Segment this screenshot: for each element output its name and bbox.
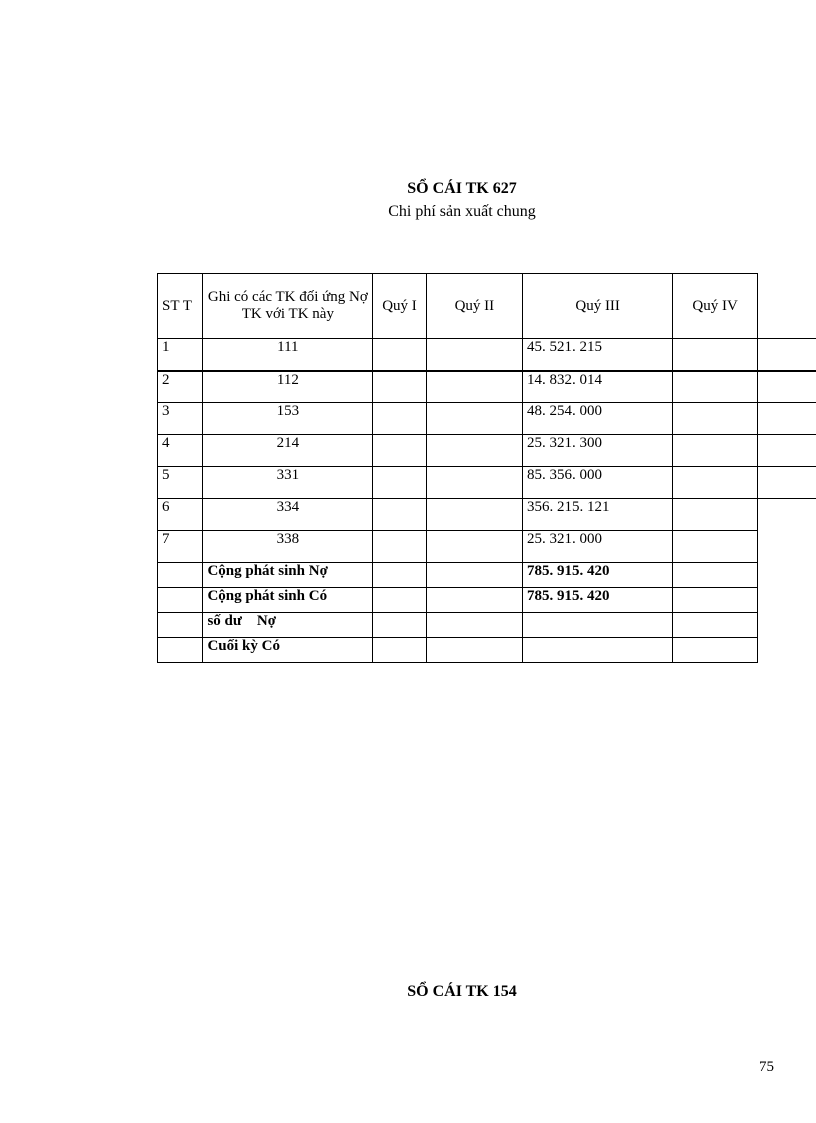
- summary-row: [158, 563, 816, 588]
- row-q4: [673, 435, 758, 467]
- summary-label: Cộng phát sinh Nợ: [203, 563, 373, 588]
- summary-q3: [523, 613, 673, 638]
- summary-stt: [158, 588, 203, 613]
- row-stt: 4: [158, 435, 203, 467]
- row-q1: [373, 371, 426, 403]
- ledger-title: SỔ CÁI TK 627: [407, 180, 517, 197]
- summary-q4: [673, 588, 758, 613]
- ledger-subtitle: Chi phí sản xuất chung: [388, 203, 536, 220]
- table-header-row: [158, 274, 816, 339]
- row-account: 112: [203, 371, 373, 403]
- row-extra: [757, 339, 816, 371]
- row-account: 334: [203, 499, 373, 531]
- row-q4: [673, 403, 758, 435]
- row-q3: 25. 321. 300: [523, 435, 673, 467]
- summary-q2: [426, 563, 522, 588]
- row-q4: [673, 467, 758, 499]
- row-q1: [373, 531, 426, 563]
- row-extra: [757, 531, 816, 563]
- ledger-2-title: SỔ CÁI TK 154: [407, 983, 517, 1000]
- row-q4: [673, 339, 758, 371]
- summary-extra: [757, 613, 816, 638]
- row-q3: 356. 215. 121: [523, 499, 673, 531]
- summary-q1: [373, 613, 426, 638]
- row-account: 153: [203, 403, 373, 435]
- summary-q1: [373, 588, 426, 613]
- summary-extra: [757, 588, 816, 613]
- row-account: 111: [203, 339, 373, 371]
- row-q3: 14. 832. 014: [523, 371, 673, 403]
- row-stt: 6: [158, 499, 203, 531]
- row-extra: [757, 435, 816, 467]
- header-q4: Quý IV: [673, 274, 758, 339]
- row-stt: 2: [158, 371, 203, 403]
- row-account: 331: [203, 467, 373, 499]
- summary-stt: [158, 563, 203, 588]
- row-q2: [426, 467, 522, 499]
- row-q4: [673, 531, 758, 563]
- row-q4: [673, 371, 758, 403]
- header-q2: Quý II: [426, 274, 522, 339]
- row-q2: [426, 371, 522, 403]
- summary-q2: [426, 613, 522, 638]
- summary-q4: [673, 563, 758, 588]
- row-q3: 48. 254. 000: [523, 403, 673, 435]
- row-q1: [373, 467, 426, 499]
- header-stt: ST T: [158, 274, 203, 339]
- summary-row: [158, 638, 816, 663]
- table-row: [158, 499, 816, 531]
- row-stt: 1: [158, 339, 203, 371]
- row-stt: 3: [158, 403, 203, 435]
- row-extra: [757, 467, 816, 499]
- table-row: [158, 403, 816, 435]
- header-account: Ghi có các TK đối ứng Nợ TK với TK này: [203, 274, 373, 339]
- header-q1: Quý I: [373, 274, 426, 339]
- row-q2: [426, 403, 522, 435]
- page-number: 75: [759, 1059, 774, 1075]
- row-extra: [757, 371, 816, 403]
- summary-label: số dư Nợ: [203, 613, 373, 638]
- row-q2: [426, 499, 522, 531]
- table-row: [158, 371, 816, 403]
- row-account: 338: [203, 531, 373, 563]
- summary-extra: [757, 638, 816, 663]
- table-spacer: [757, 274, 816, 339]
- summary-q2: [426, 588, 522, 613]
- table-row: [158, 531, 816, 563]
- header-q3: Quý III: [523, 274, 673, 339]
- summary-row: [158, 588, 816, 613]
- row-q3: 85. 356. 000: [523, 467, 673, 499]
- row-account: 214: [203, 435, 373, 467]
- summary-extra: [757, 563, 816, 588]
- row-q1: [373, 339, 426, 371]
- ledger-table: [157, 273, 816, 663]
- row-q1: [373, 435, 426, 467]
- table-row: [158, 339, 816, 371]
- row-q3: 25. 321. 000: [523, 531, 673, 563]
- summary-q4: [673, 638, 758, 663]
- summary-q3: 785. 915. 420: [523, 588, 673, 613]
- summary-q1: [373, 563, 426, 588]
- summary-q2: [426, 638, 522, 663]
- summary-label: Cuối kỳ Có: [203, 638, 373, 663]
- summary-q1: [373, 638, 426, 663]
- row-q2: [426, 531, 522, 563]
- table-row: [158, 467, 816, 499]
- row-q1: [373, 403, 426, 435]
- row-q2: [426, 435, 522, 467]
- row-q2: [426, 339, 522, 371]
- row-q3: 45. 521. 215: [523, 339, 673, 371]
- row-stt: 5: [158, 467, 203, 499]
- summary-q4: [673, 613, 758, 638]
- summary-q3: 785. 915. 420: [523, 563, 673, 588]
- summary-label: Cộng phát sinh Có: [203, 588, 373, 613]
- row-extra: [757, 499, 816, 531]
- summary-q3: [523, 638, 673, 663]
- row-q4: [673, 499, 758, 531]
- summary-stt: [158, 638, 203, 663]
- row-extra: [757, 403, 816, 435]
- row-stt: 7: [158, 531, 203, 563]
- summary-stt: [158, 613, 203, 638]
- table-row: [158, 435, 816, 467]
- row-q1: [373, 499, 426, 531]
- summary-row: [158, 613, 816, 638]
